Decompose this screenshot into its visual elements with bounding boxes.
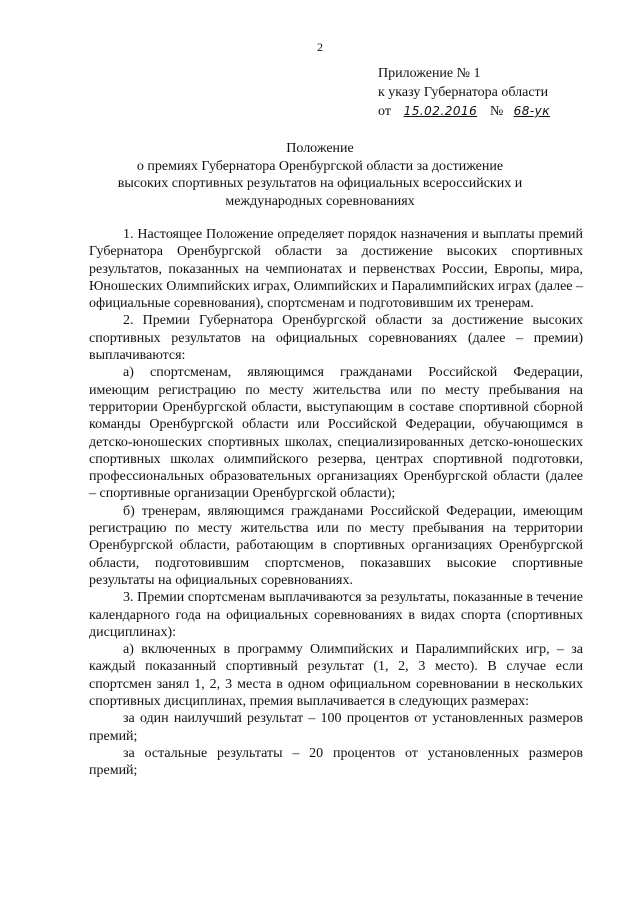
paragraph-other-results: за остальные результаты – 20 процентов от установленных размеров премий; <box>89 745 583 779</box>
paragraph-3: 3. Премии спортсменам выплачиваются за результаты, показанные в течение календарного года на официальных соревнованиях в видах спорта (спортивных дисциплинах): <box>89 590 583 640</box>
appendix-date-line <box>378 102 608 121</box>
paragraph-2b: б) тренерам, являющимся гражданами Российской Федерации, имеющим регистрацию по месту жительства или по месту пребывания на территории Оренбургской области, работающим в спортивных организациях Оренбургской области, подготовившим спортсменов, показавших высокие спортивные результаты на официальных соревнованиях. <box>89 503 583 588</box>
title-line-4: международных соревнованиях <box>225 193 415 209</box>
paragraph-best-result: за один наилучший результат – 100 процентов от установленных размеров премий; <box>89 711 583 744</box>
paragraph-1: 1. Настоящее Положение определяет порядок назначения и выплаты премий Губернатора Оренбургской области за достижение высоких спортивных результатов, показанных на чемпионатах и первенствах России, Европы, мира, Юношеских Олимпийских играх, Олимпийских и Паралимпийских играх (далее – официальные соревнования), спортсменам и подготовившим их тренерам. <box>89 227 584 312</box>
paragraph-3a: а) включенных в программу Олимпийских и Паралимпийских игр, – за каждый показанный спортивный результат (1, 2, 3 место). В случае если спортсмен занял 1, 2, 3 места в одном официальном соревновании в нескольких спортивных дисциплинах, премия выплачивается в следующих размерах: <box>89 642 583 710</box>
paragraph-2a: а) спортсменам, являющимся гражданами Российской Федерации, имеющим регистрацию по месту жительства или по месту пребывания на территории Оренбургской области, выступающим в составе спортивной сборной команды Оренбургской области или Российской Федерации, обучающимся в детско-юношеских спортивных школах, специализированных детско-юношеских спортивных школах олимпийского резерва, центрах спортивной подготовки, профессиональных образовательных организациях Оренбургской области (далее – спортивные организации Оренбургской области); <box>89 365 583 502</box>
handwritten-date: 15.02.2016 <box>403 104 478 118</box>
handwritten-number: 68-ук <box>513 104 551 118</box>
document-body <box>89 226 583 780</box>
title-line-3: высоких спортивных результатов на официальных всероссийских и <box>117 176 523 191</box>
appendix-header <box>378 64 608 121</box>
number-prefix: № <box>489 104 504 119</box>
page-number: 2 <box>317 40 323 54</box>
document-title <box>60 140 580 210</box>
paragraph-2: 2. Премии Губернатора Оренбургской области за достижение высоких спортивных результатов на официальных соревнованиях (далее – премии) выплачиваются: <box>89 313 583 364</box>
appendix-line-2: к указу Губернатора области <box>378 85 549 100</box>
title-line-2: о премиях Губернатора Оренбургской области за достижение <box>136 158 504 174</box>
date-prefix: от <box>378 104 391 119</box>
appendix-line-1: Приложение № 1 <box>378 66 481 81</box>
title-line-1: Положение <box>286 141 354 156</box>
